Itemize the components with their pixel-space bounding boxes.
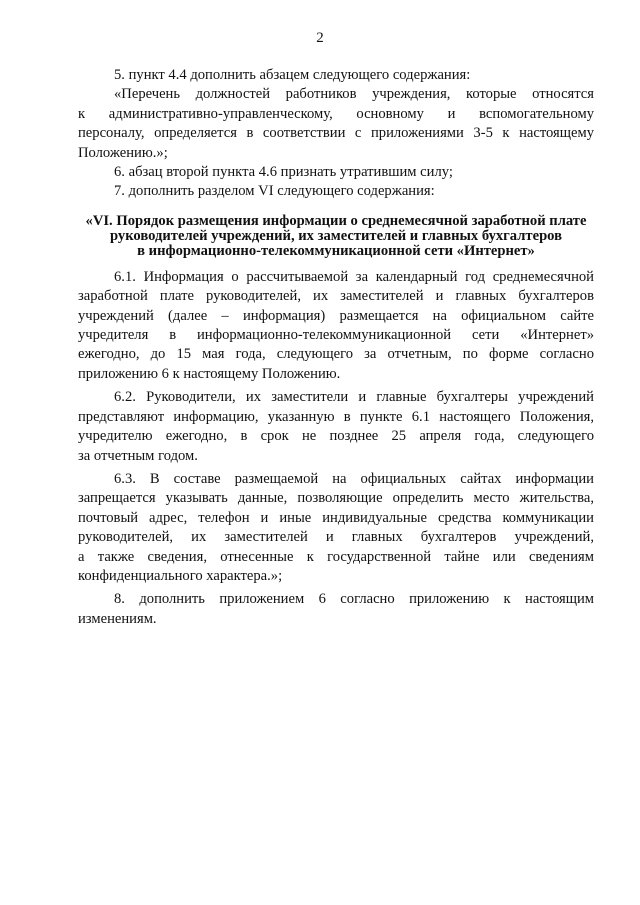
text-line: 6. абзац второй пункта 4.6 признать утратившим силу; [114,164,453,181]
text-line: конфиденциального характера.»; [78,567,283,584]
text-line: запрещается указывать данные, позволяющие определить место жительства, [78,490,594,507]
text-line: учреждений (далее – информация) размещается на официальном сайте [78,307,594,324]
text-line: заработной плате руководителей, их заместителей и главных бухгалтеров [78,288,594,305]
text-line: «Перечень должностей работников учреждения, которые относятся [114,86,594,103]
text-line: к административно-управленческому, основному и вспомогательному [78,105,594,122]
text-line: 7. дополнить разделом VI следующего содержания: [114,183,435,200]
text-line: изменениям. [78,610,157,627]
text-line: почтовый адрес, телефон и иные индивидуальные средства коммуникации [78,509,594,526]
paragraph [78,470,594,586]
paragraphs-after-section [78,268,594,629]
heading-line: «VI. Порядок размещения информации о среднемесячной заработной плате [85,212,587,229]
text-line: персоналу, определяется в соответствии с приложениями 3-5 к настоящему [78,125,594,142]
page-number: 2 [316,30,324,46]
text-line: 6.2. Руководители, их заместители и главные бухгалтеры учреждений [114,389,594,406]
text-line: представляют информацию, указанную в пункте 6.1 настоящего Положения, [78,408,594,425]
paragraph [78,163,594,182]
paragraph [78,388,594,466]
document-body [78,66,594,629]
text-line: учредителю ежегодно, в срок не позднее 25 апреля года, следующего [78,428,594,445]
paragraph [78,590,594,629]
text-line: 6.3. В составе размещаемой на официальных сайтах информации [114,470,594,487]
text-line: за отчетным годом. [78,447,198,464]
paragraph [78,182,594,201]
heading-line: руководителей учреждений, их заместителей и главных бухгалтеров [109,227,562,244]
text-line: а также сведения, отнесенные к государственной тайне или сведениям [78,548,594,565]
paragraph [78,66,594,85]
heading-line: в информационно-телекоммуникационной сети «Интернет» [137,242,535,259]
text-line: приложению 6 к настоящему Положению. [78,365,341,382]
text-line: ежегодно, до 15 мая года, следующего за отчетным, по форме согласно [78,346,594,363]
text-line: Положению.»; [78,144,168,161]
section-heading [78,214,594,259]
text-line: 5. пункт 4.4 дополнить абзацем следующего содержания: [114,67,471,83]
text-line: учредителя в информационно-телекоммуникационной сети «Интернет» [78,327,594,344]
text-line: 6.1. Информация о рассчитываемой за календарный год среднемесячной [114,268,594,285]
paragraph [78,268,594,384]
text-line: руководителей, их заместителей и главных бухгалтеров учреждений, [78,529,594,546]
paragraph [78,85,594,163]
text-line: 8. дополнить приложением 6 согласно приложению к настоящим [114,591,594,608]
paragraphs-before-section [78,66,594,202]
